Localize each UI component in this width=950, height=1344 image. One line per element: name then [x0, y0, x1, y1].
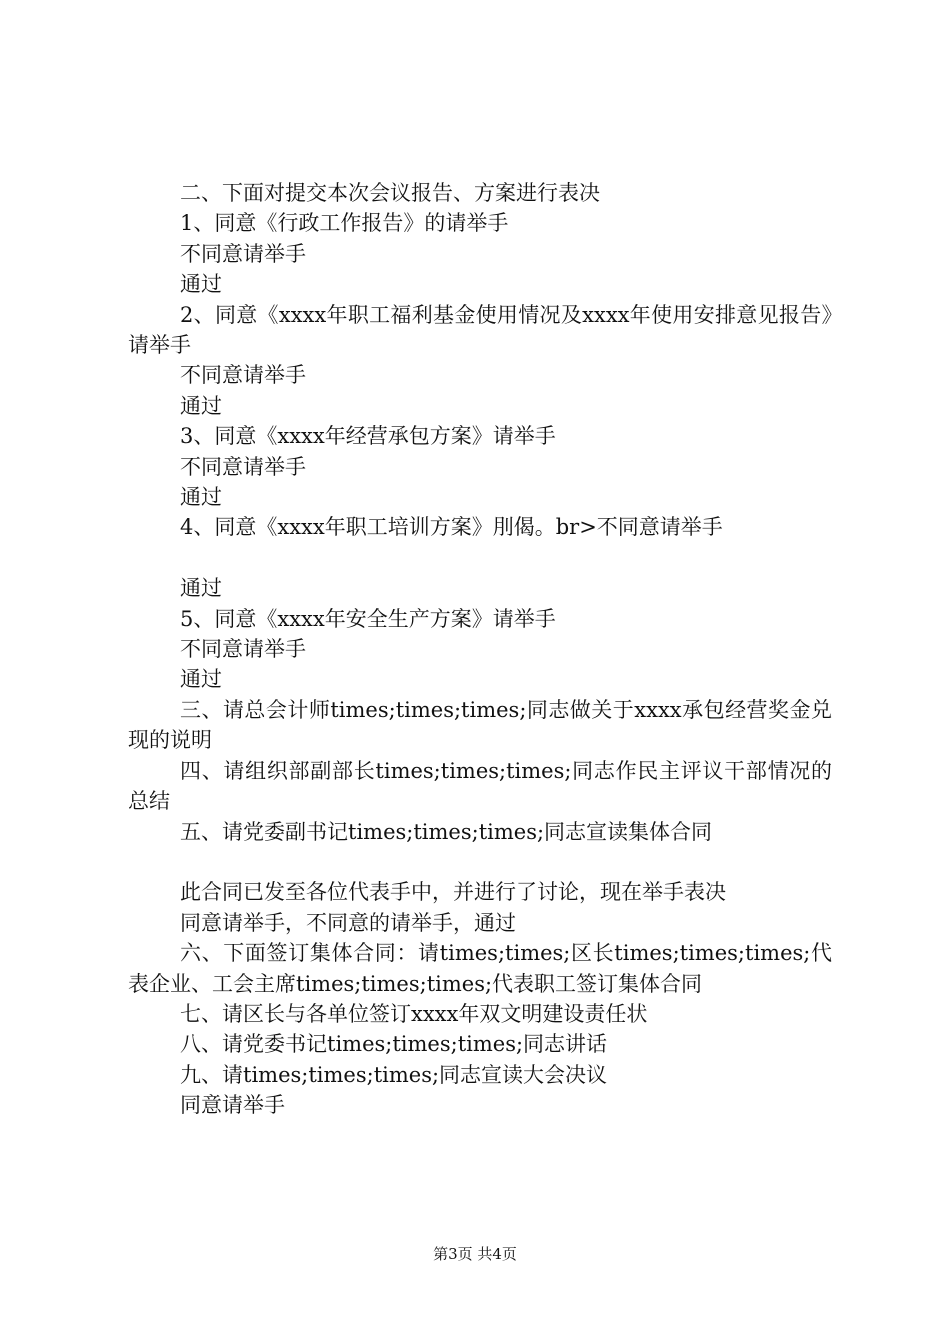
paragraph: 不同意请举手: [180, 241, 306, 266]
paragraph: 通过: [180, 485, 222, 510]
paragraph: 此合同已发至各位代表手中，并进行了讨论，现在举手表决: [180, 880, 726, 905]
paragraph: 不同意请举手: [180, 454, 306, 479]
paragraph: 通过: [180, 576, 222, 601]
page-number: 第3页 共4页: [433, 1245, 517, 1263]
blank-line: [128, 543, 832, 573]
paragraph: 2、同意《xxxx年职工福利基金使用情况及xxxx年使用安排意见报告》请举手: [128, 302, 832, 358]
paragraph: 七、请区长与各单位签订xxxx年双文明建设责任状: [180, 1001, 648, 1026]
paragraph: 五、请党委副书记times;times;times;同志宣读集体合同: [180, 819, 713, 844]
paragraph: 5、同意《xxxx年安全生产方案》请举手: [180, 606, 556, 631]
paragraph: 不同意请举手: [180, 363, 306, 388]
paragraph: 1、同意《行政工作报告》的请举手: [180, 211, 509, 236]
paragraph: 4、同意《xxxx年职工培训方案》刖偈。br>不同意请举手: [180, 515, 723, 540]
paragraph: 通过: [180, 272, 222, 297]
paragraph: 九、请times;times;times;同志宣读大会决议: [180, 1062, 608, 1087]
paragraph: 3、同意《xxxx年经营承包方案》请举手: [180, 424, 556, 449]
paragraph: 通过: [180, 667, 222, 692]
paragraph: 六、下面签订集体合同：请times;times;区长times;times;times;代表企业、工会主席times;times;times;代表职工签订集体合同: [128, 941, 832, 996]
blank-line: [128, 847, 832, 877]
paragraph: 通过: [180, 393, 222, 418]
paragraph: 不同意请举手: [180, 637, 306, 662]
page-footer: [0, 1244, 950, 1264]
paragraph: 二、下面对提交本次会议报告、方案进行表决: [180, 181, 600, 205]
paragraph: 三、请总会计师times;times;times;同志做关于xxxx承包经营奖金兑现的说明: [128, 697, 832, 753]
paragraph: 同意请举手，不同意的请举手，通过: [180, 910, 516, 935]
paragraph: 四、请组织部副部长times;times;times;同志作民主评议干部情况的总结: [128, 758, 832, 814]
document-body: [128, 178, 832, 1121]
paragraph: 八、请党委书记times;times;times;同志讲话: [180, 1032, 608, 1057]
paragraph: 同意请举手: [180, 1093, 285, 1118]
